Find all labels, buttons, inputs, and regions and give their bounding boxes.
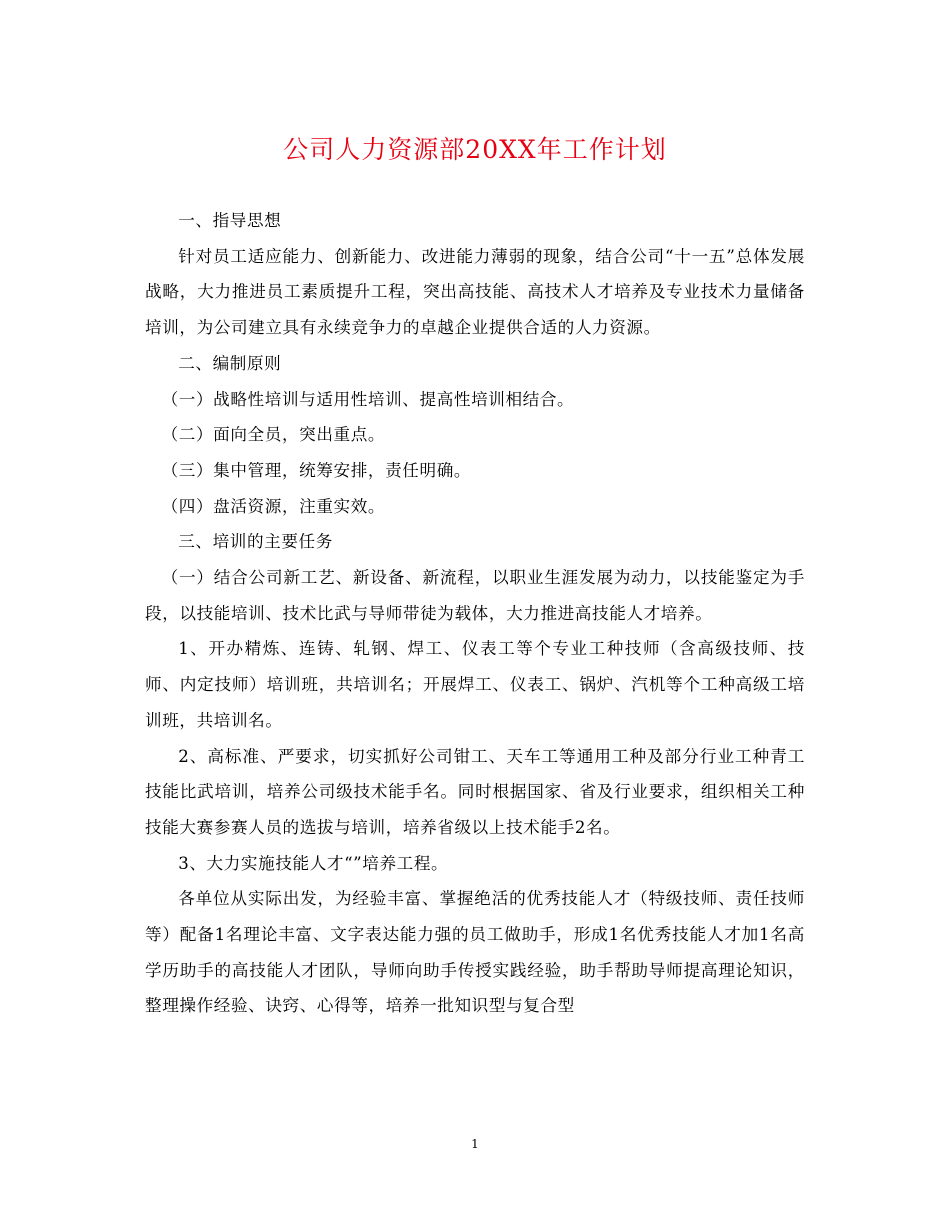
section-heading-guiding-ideology: 一、指导思想: [178, 211, 282, 230]
task-subitem-1: 1、开办精炼、连铸、轧钢、焊工、仪表工等个专业工种技师（含高级技师、技师、内定技师）培训班，共培训名；开展焊工、仪表工、锅炉、汽机等个工种高级工培训班，共培训名。: [145, 639, 805, 730]
task-subitem-3: 3、大力实施技能人才“”培养工程。: [178, 853, 449, 873]
task-item-1: （一）结合公司新工艺、新设备、新流程，以职业生涯发展为动力，以技能鉴定为手段，以技能培训、技术比武与导师带徒为载体，大力推进高技能人才培养。: [145, 568, 805, 623]
principle-item-3: （三）集中管理，统筹安排，责任明确。: [161, 460, 472, 480]
document-body: [145, 203, 805, 1024]
section-heading-main-tasks: 三、培训的主要任务: [178, 532, 333, 552]
page-number: 1: [471, 1137, 479, 1151]
paragraph-mentor-program: 各单位从实际出发，为经验丰富、掌握绝活的优秀技能人才（特级技师、责任技师等）配备1名理论丰富、文字表达能力强的员工做助手，形成1名优秀技能人才加1名高学历助手的高技能人才团队，导师向助手传授实践经验，助手帮助导师提高理论知识，整理操作经验、诀窍、心得等，培养一批知识型与复合型: [145, 889, 805, 1016]
section-heading-principles: 二、编制原则: [178, 353, 282, 373]
principle-item-2: （二）面向全员，突出重点。: [161, 425, 386, 445]
document-title: 公司人力资源部20XX年工作计划: [283, 135, 667, 164]
principle-item-1: （一）战略性培训与适用性培训、提高性培训相结合。: [161, 389, 575, 409]
principle-item-4: （四）盘活资源，注重实效。: [161, 496, 386, 516]
paragraph-guiding-ideology: 针对员工适应能力、创新能力、改进能力薄弱的现象，结合公司“十一五”总体发展战略，大力推进员工素质提升工程，突出高技能、高技术人才培养及专业技术力量储备培训，为公司建立具有永续竞争力的卓越企业提供合适的人力资源。: [145, 246, 805, 338]
task-subitem-2: 2、高标准、严要求，切实抓好公司钳工、天车工等通用工种及部分行业工种青工技能比武培训，培养公司级技术能手名。同时根据国家、省及行业要求，组织相关工种技能大赛参赛人员的选拔与培训，培养省级以上技术能手2名。: [145, 746, 805, 837]
